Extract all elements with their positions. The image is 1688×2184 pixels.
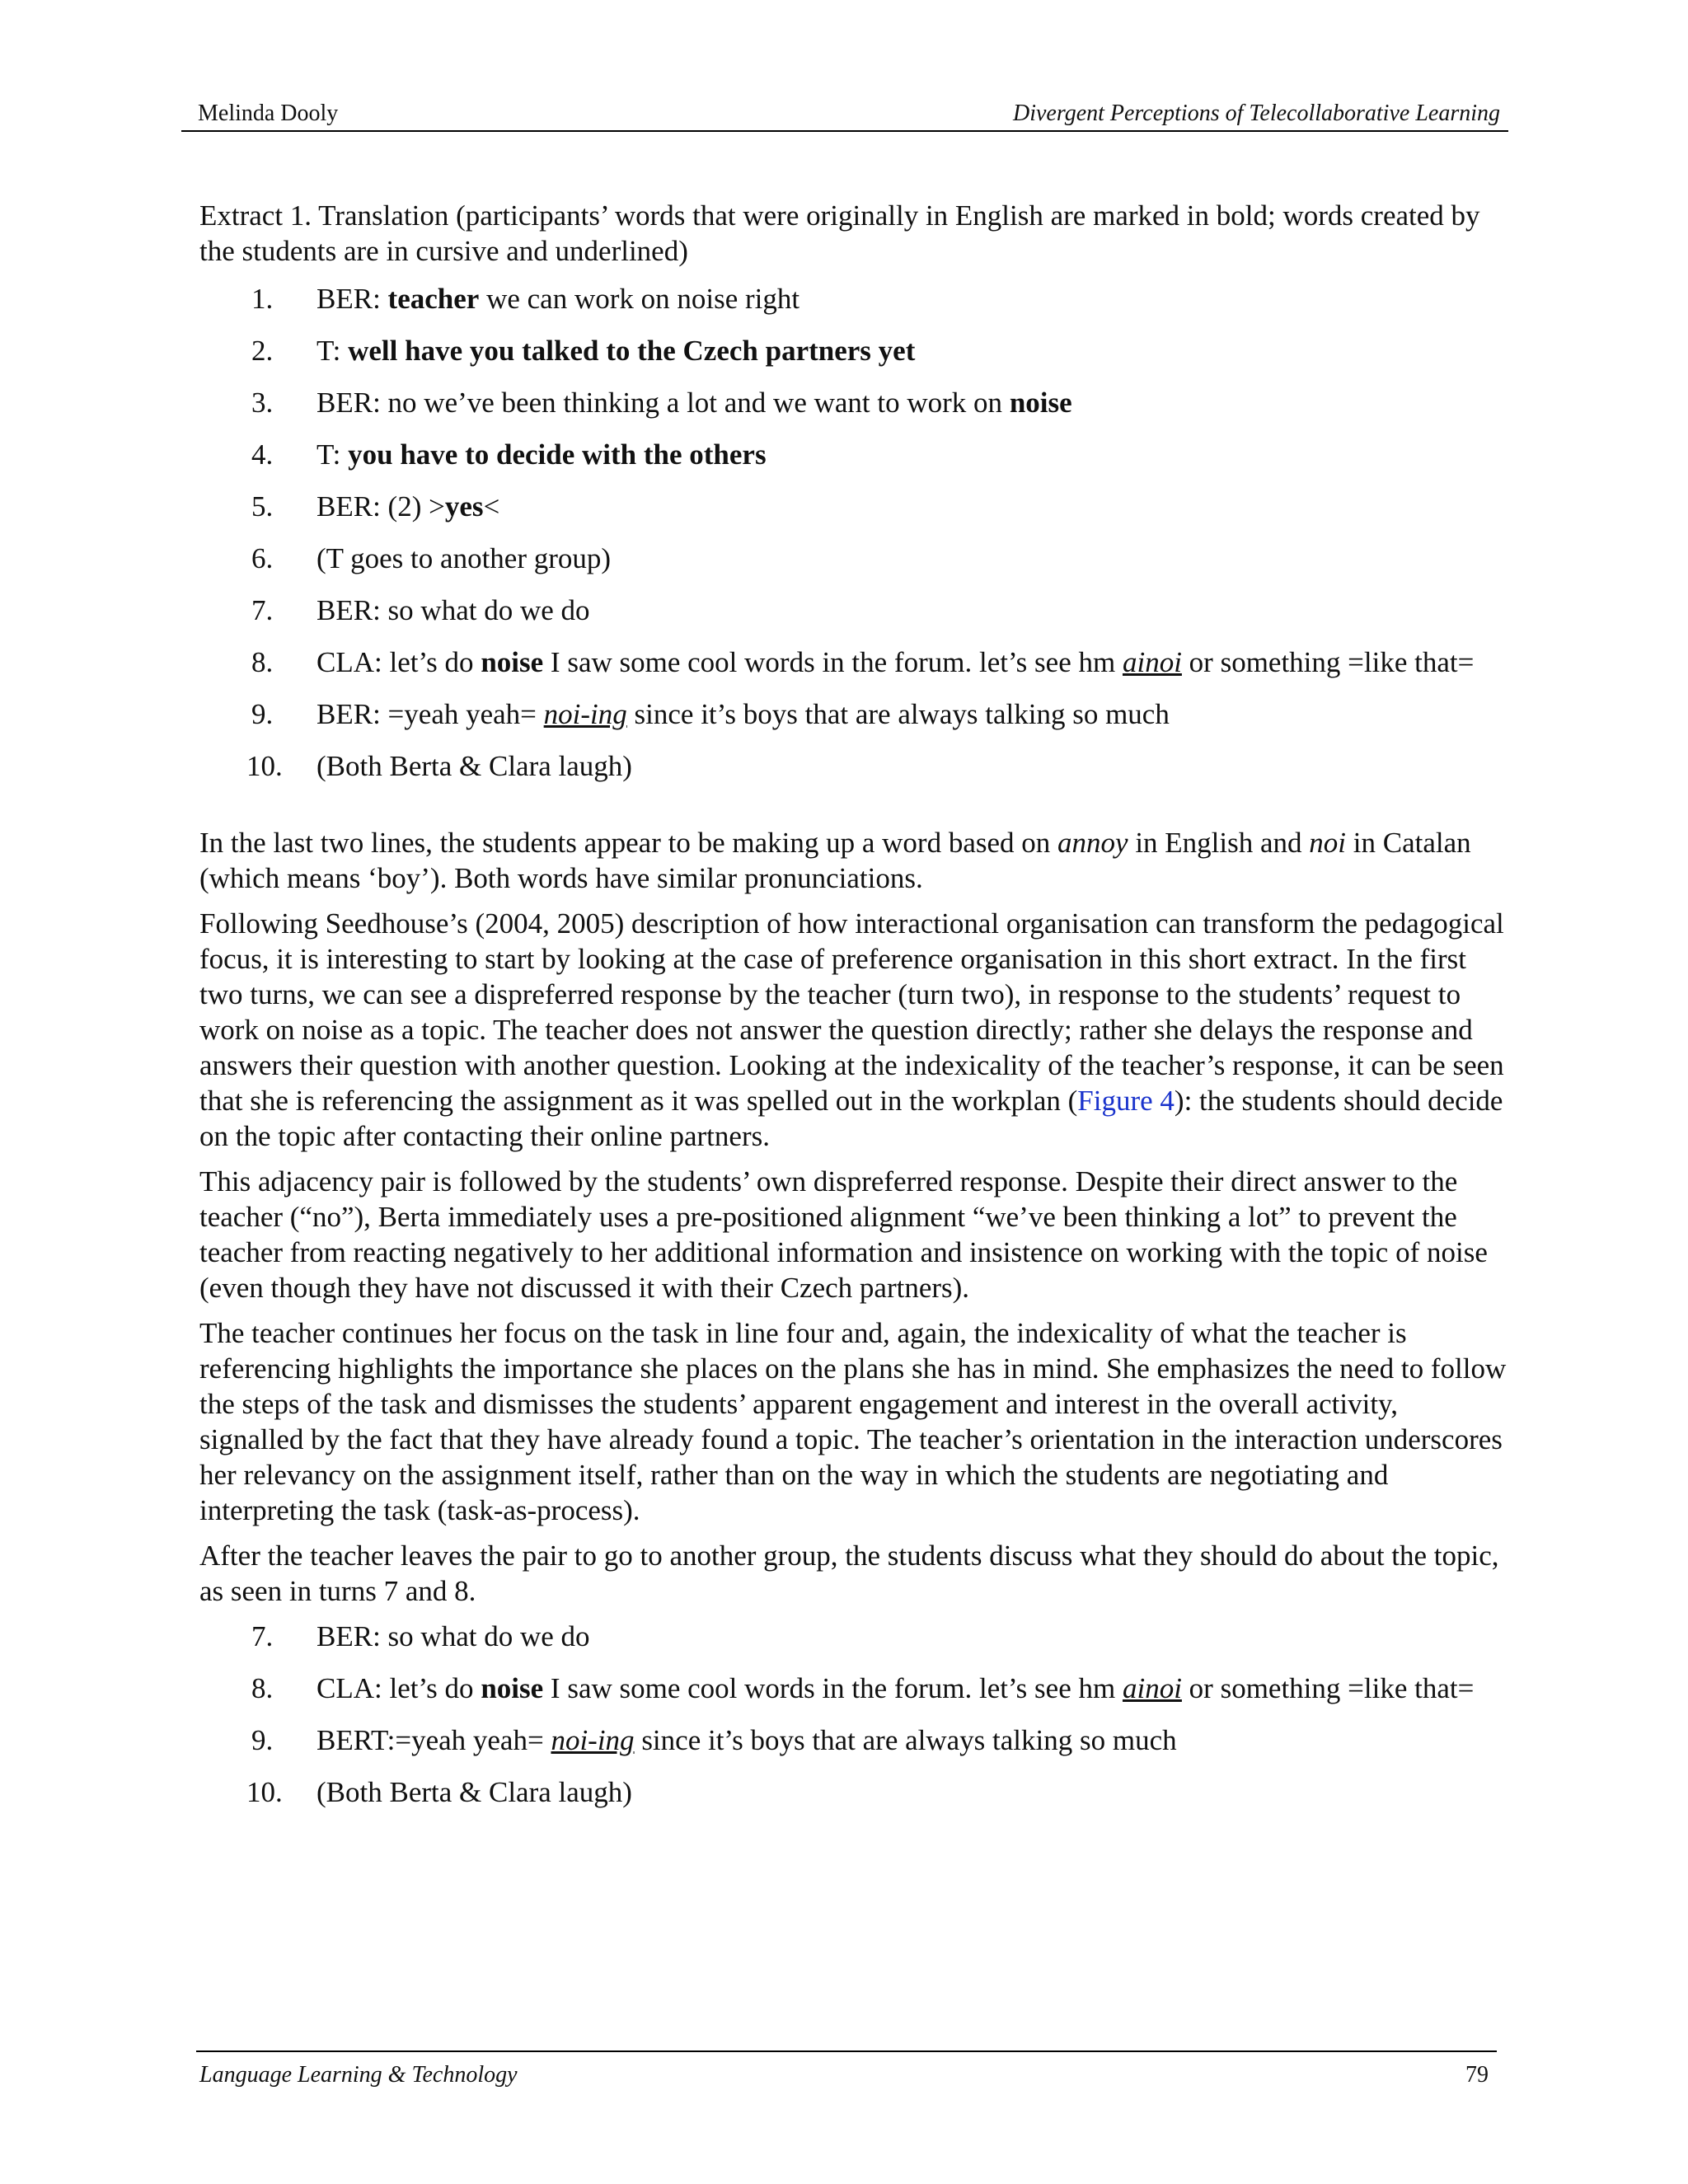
paragraph-3: This adjacency pair is followed by the students’ own dispreferred response. Despite their direct answer to the teacher (“no”), Berta immediately uses a pre-positioned alignment “we’ve been thinking a lot” to prevent the teacher from reacting negatively to her additional information and insistence on working with the topic of noise (even though they have not discussed it with their Czech partners).	[199, 1165, 1488, 1304]
header-title: Divergent Perceptions of Telecollaborative Learning	[1012, 101, 1500, 126]
transcript-line: 2. T: well have you talked to the Czech partners yet	[251, 335, 916, 367]
transcript-line: 6. (T goes to another group)	[251, 542, 612, 574]
transcript-line: 4. T: you have to decide with the others	[251, 438, 767, 471]
transcript-line: 7. BER: so what do we do	[251, 1620, 590, 1652]
footer-journal: Language Learning & Technology	[199, 2062, 518, 2088]
transcript-line: 1. BER: teacher we can work on noise right	[251, 283, 800, 315]
running-footer	[196, 2050, 1497, 2092]
transcript-line: 10. (Both Berta & Clara laugh)	[246, 750, 632, 782]
paragraph-1: In the last two lines, the students appear to be making up a word based on annoy in English and noi in Catalan (which means ‘boy’). Both words have similar pronunciations.	[199, 827, 1471, 894]
transcript-line: 5. BER: (2) >yes<	[251, 490, 500, 523]
coined-word: noi-ing	[543, 698, 627, 730]
transcript-line: 8. CLA: let’s do noise I saw some cool words in the forum. let’s see hm ainoi or something =like that=	[251, 1672, 1475, 1704]
transcript-line: 10. (Both Berta & Clara laugh)	[246, 1776, 632, 1808]
header-author: Melinda Dooly	[198, 101, 339, 126]
figure-4-link[interactable]: Figure 4	[1077, 1085, 1175, 1117]
extract-caption: Extract 1. Translation (participants’ words that were originally in English are marked in bold; words created by the students are in cursive and underlined)	[199, 199, 1480, 267]
transcript-line: 8. CLA: let’s do noise I saw some cool words in the forum. let’s see hm ainoi or something =like that=	[251, 646, 1475, 678]
transcript-line: 7. BER: so what do we do	[251, 594, 590, 626]
coined-word: ainoi	[1122, 646, 1182, 678]
paragraph-2: Following Seedhouse’s (2004, 2005) description of how interactional organisation can transform the pedagogical focus, it is interesting to start by looking at the case of preference organisation in this short extract. In the first two turns, we can see a dispreferred response by the teacher (turn two), in response to the students’ request to work on noise as a topic. The teacher does not answer the question directly; rather she delays the response and answers their question with another question. Looking at the indexicality of the teacher’s response, it can be seen that she is referencing the assignment as it was spelled out in the workplan (Figure 4): the students should decide on the topic after contacting their online partners.	[199, 907, 1504, 1152]
coined-word: ainoi	[1122, 1672, 1182, 1704]
running-header	[181, 97, 1508, 132]
transcript-line: 9. BER: =yeah yeah= noi-ing since it’s boys that are always talking so much	[251, 698, 1170, 730]
transcript-list-1	[199, 281, 1508, 784]
article-body	[199, 198, 1508, 1851]
page-number: 79	[1465, 2062, 1489, 2088]
transcript-line: 3. BER: no we’ve been thinking a lot and we want to work on noise	[251, 387, 1072, 419]
transcript-line: 9. BERT:=yeah yeah= noi-ing since it’s boys that are always talking so much	[251, 1724, 1177, 1756]
coined-word: noi-ing	[551, 1724, 635, 1756]
paragraph-4: The teacher continues her focus on the task in line four and, again, the indexicality of what the teacher is referencing highlights the importance she places on the plans she has in mind. She emphasizes the need to follow the steps of the task and dismisses the students’ apparent engagement and interest in the overall activity, signalled by the fact that they have already found a topic. The teacher’s orientation in the interaction underscores her relevancy on the assignment itself, rather than on the way in which the students are negotiating and interpreting the task (task-as-process).	[199, 1317, 1507, 1526]
paragraph-5: After the teacher leaves the pair to go to another group, the students discuss what they should do about the topic, as seen in turns 7 and 8.	[199, 1540, 1499, 1607]
transcript-list-2	[199, 1619, 1508, 1810]
